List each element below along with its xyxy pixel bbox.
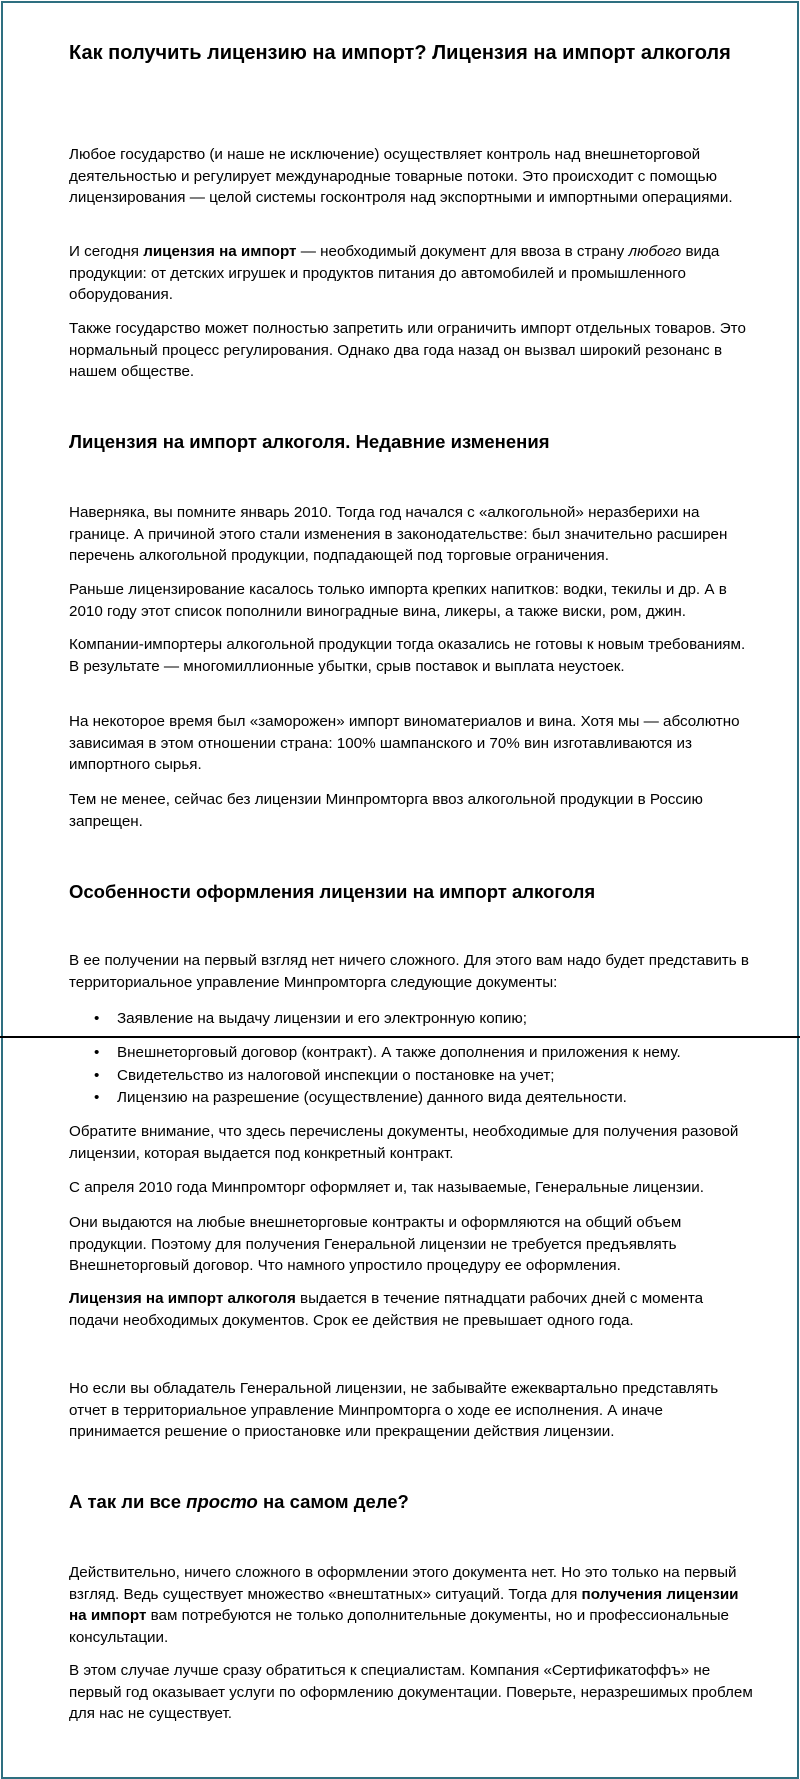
- section-heading-is-it-simple: А так ли все просто на самом деле?: [69, 1491, 409, 1512]
- horizontal-divider: [0, 1036, 800, 1038]
- intro-paragraph-2: И сегодня лицензия на импорт — необходимый документ для ввоза в страну любого вида продукции: от детских игрушек и продуктов питания до автомобилей и промышленного оборудования.: [69, 243, 720, 303]
- bold-term: получения лицензии на импорт: [69, 1585, 739, 1624]
- page-title: Как получить лицензию на импорт? Лицензия на импорт алкоголя: [69, 42, 731, 64]
- section1-paragraph-1: Наверняка, вы помните январь 2010. Тогда год начался с «алкогольной» неразберихи на границе. А причиной этого стали изменения в законодательстве: был значительно расширен перечень алкогольной продукции, подпадающей под торговые ограничения.: [69, 504, 728, 564]
- section2-paragraph-5: Лицензия на импорт алкоголя выдается в течение пятнадцати рабочих дней с момента подачи необходимых документов. Срок ее действия не превышает одного года.: [69, 1290, 704, 1329]
- intro-paragraph-3: Также государство может полностью запретить или ограничить импорт отдельных товаров. Это нормальный процесс регулирования. Однако два года назад он вызвал широкий резонанс в нашем обществе.: [69, 320, 746, 380]
- documents-list-bottom: [69, 1042, 749, 1110]
- italic-term: просто: [186, 1491, 258, 1512]
- list-item: • Лицензию на разрешение (осуществление) данного вида деятельности.: [69, 1087, 749, 1110]
- section2-paragraph-1: В ее получении на первый взгляд нет ничего сложного. Для этого вам надо будет представить в территориальное управление Минпромторга следующие документы:: [69, 952, 749, 991]
- section1-paragraph-4: На некоторое время был «заморожен» импорт виноматериалов и вина. Хотя мы — абсолютно зависимая в этом отношении страна: 100% шампанского и 70% вин изготавливаются из импортного сырья.: [69, 713, 740, 773]
- section-heading-licensing-features: Особенности оформления лицензии на импорт алкоголя: [69, 881, 596, 902]
- bold-term: лицензия на импорт: [143, 243, 297, 260]
- italic-term: любого: [628, 243, 682, 260]
- list-item: • Свидетельство из налоговой инспекции о постановке на учет;: [69, 1065, 749, 1088]
- section2-paragraph-6: Но если вы обладатель Генеральной лицензии, не забывайте ежеквартально представлять отчет в территориальное управление Минпромторга о ходе ее исполнения. А иначе принимается решение о приостановке или прекращении действия лицензии.: [69, 1380, 719, 1440]
- intro-paragraph-1: Любое государство (и наше не исключение) осуществляет контроль над внешнеторговой деятельностью и регулирует международные товарные потоки. Это происходит с помощью лицензирования — целой системы госконтроля над экспортными и импортными операциями.: [69, 146, 733, 206]
- section2-paragraph-3: С апреля 2010 года Минпромторг оформляет и, так называемые, Генеральные лицензии.: [69, 1179, 704, 1196]
- section2-paragraph-2: Обратите внимание, что здесь перечислены документы, необходимые для получения разовой лицензии, которая выдается под конкретный контракт.: [69, 1123, 739, 1162]
- section1-paragraph-2: Раньше лицензирование касалось только импорта крепких напитков: водки, текилы и др. А в 2010 году этот список пополнили виноградные вина, ликеры, а также виски, ром, джин.: [69, 581, 727, 620]
- section1-paragraph-3: Компании-импортеры алкогольной продукции тогда оказались не готовы к новым требованиям. В результате — многомиллионные убытки, срыв поставок и выплата неустоек.: [69, 636, 746, 675]
- section-heading-recent-changes: Лицензия на импорт алкоголя. Недавние изменения: [69, 431, 550, 452]
- list-item: • Заявление на выдачу лицензии и его электронную копию;: [69, 1008, 749, 1031]
- bold-term: Лицензия на импорт алкоголя: [69, 1290, 296, 1307]
- list-item: • Внешнеторговый договор (контракт). А также дополнения и приложения к нему.: [69, 1042, 749, 1065]
- documents-list-top: [69, 1008, 749, 1031]
- section1-paragraph-5: Тем не менее, сейчас без лицензии Минпромторга ввоз алкогольной продукции в Россию запрещен.: [69, 791, 703, 830]
- section3-paragraph-1: Действительно, ничего сложного в оформлении этого документа нет. Но это только на первый взгляд. Ведь существует множество «внештатных» ситуаций. Тогда для получения лицензии на импорт вам потребуются не только дополнительные документы, но и профессиональные консультации.: [69, 1564, 739, 1646]
- section2-paragraph-4: Они выдаются на любые внешнеторговые контракты и оформляются на общий объем продукции. Поэтому для получения Генеральной лицензии не требуется предъявлять Внешнеторговый договор. Что намного упростило процедуру ее оформления.: [69, 1214, 682, 1274]
- section3-paragraph-2: В этом случае лучше сразу обратиться к специалистам. Компания «Сертификатоффъ» не первый год оказывает услуги по оформлению документации. Поверьте, неразрешимых проблем для нас не существует.: [69, 1662, 753, 1722]
